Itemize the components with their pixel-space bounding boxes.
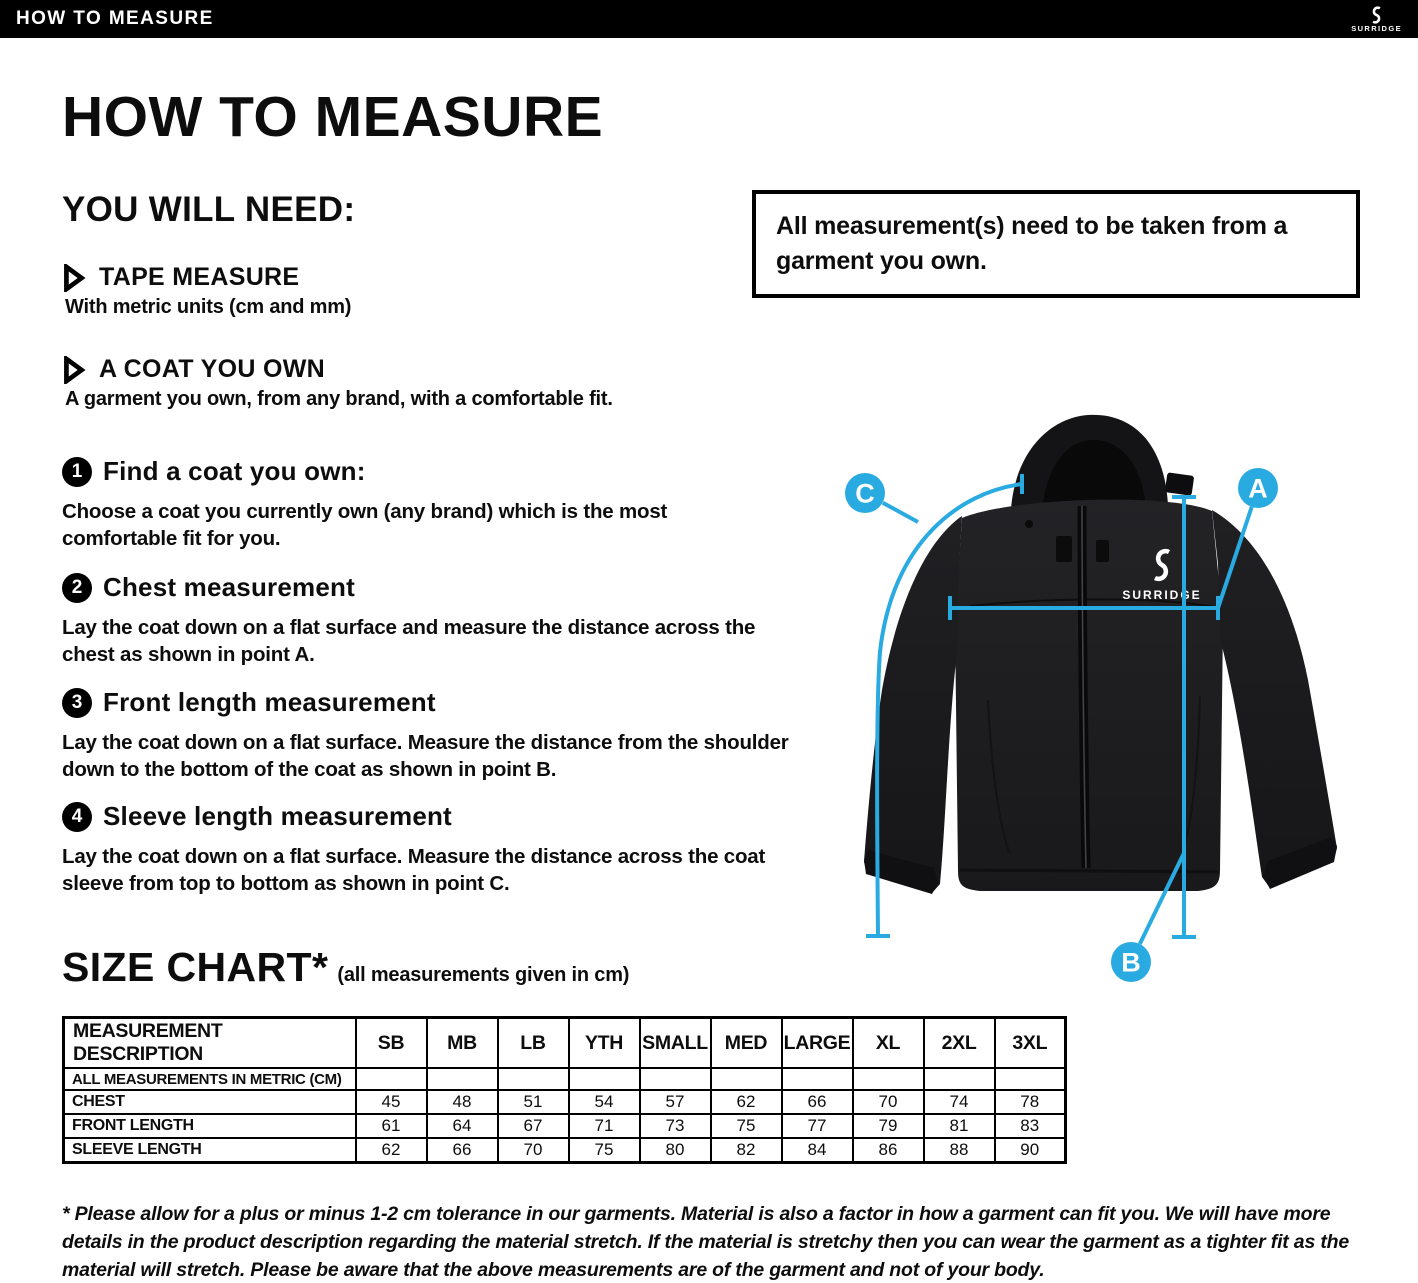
column-header: 2XL	[924, 1018, 995, 1069]
step-title: Chest measurement	[103, 572, 355, 602]
step-title: Sleeve length measurement	[103, 801, 452, 831]
measurement-value: 83	[995, 1114, 1066, 1138]
size-chart-title: SIZE CHART*	[62, 944, 329, 990]
measurement-value: 88	[924, 1138, 995, 1163]
measurement-value: 86	[853, 1138, 924, 1163]
jacket-logo-text: SURRIDGE	[1122, 588, 1202, 602]
measurement-value: 57	[640, 1090, 711, 1114]
point-b-label: B	[1121, 947, 1141, 978]
step-item	[62, 456, 707, 553]
step-header	[62, 572, 767, 603]
measurement-value	[853, 1068, 924, 1090]
measurement-value: 62	[356, 1138, 427, 1163]
measurement-value: 80	[640, 1138, 711, 1163]
step-item	[62, 572, 767, 669]
step-number-badge: 4	[62, 802, 92, 832]
measurement-value: 75	[569, 1138, 640, 1163]
you-will-need-item-label: TAPE MEASURE	[99, 263, 300, 291]
column-header: SMALL	[640, 1018, 711, 1069]
measurement-value	[711, 1068, 782, 1090]
column-header: MEASUREMENT DESCRIPTION	[64, 1018, 356, 1069]
measurement-value: 45	[356, 1090, 427, 1114]
row-label: CHEST	[64, 1090, 356, 1114]
measurement-value	[498, 1068, 569, 1090]
step-description: Choose a coat you currently own (any brand) which is the most comfortable fit for you.	[62, 500, 668, 551]
column-header: MED	[711, 1018, 782, 1069]
measurement-value: 84	[782, 1138, 853, 1163]
column-header: MB	[427, 1018, 498, 1069]
step-item	[62, 687, 842, 784]
top-bar	[0, 0, 1418, 38]
disclaimer-text: * Please allow for a plus or minus 1-2 cm tolerance in our garments. Material is also a factor in how a garment can fit you. We will have more details in the product description regarding the material stretch. If the material is stretchy then you can wear the garment as a tighter fit as the material will stretch. Please be aware that the above measurements are of the garment and not of your body.	[62, 1203, 1349, 1282]
jacket-diagram	[820, 400, 1400, 1000]
step-header	[62, 687, 842, 718]
measurement-value: 70	[853, 1090, 924, 1114]
column-header: XL	[853, 1018, 924, 1069]
measurement-value: 61	[356, 1114, 427, 1138]
measurement-value	[569, 1068, 640, 1090]
size-chart-heading	[62, 944, 629, 991]
column-header: 3XL	[995, 1018, 1066, 1069]
note-box	[752, 190, 1360, 298]
measurement-value: 90	[995, 1138, 1066, 1163]
step-number-badge: 2	[62, 573, 92, 603]
measurement-value: 51	[498, 1090, 569, 1114]
measurement-value: 66	[782, 1090, 853, 1114]
you-will-need-item-description: With metric units (cm and mm)	[65, 296, 352, 318]
measurement-value: 66	[427, 1138, 498, 1163]
step-header	[62, 456, 707, 487]
measurement-value	[427, 1068, 498, 1090]
row-label: ALL MEASUREMENTS IN METRIC (CM)	[64, 1068, 356, 1090]
column-header: SB	[356, 1018, 427, 1069]
table-row	[64, 1114, 1066, 1138]
measurement-value: 48	[427, 1090, 498, 1114]
surridge-s-icon	[1369, 6, 1384, 24]
table-row	[64, 1090, 1066, 1114]
measurement-value: 73	[640, 1114, 711, 1138]
table-row	[64, 1138, 1066, 1163]
step-header	[62, 801, 767, 832]
size-chart-table	[62, 1016, 1067, 1164]
measurement-value: 64	[427, 1114, 498, 1138]
measurement-value: 54	[569, 1090, 640, 1114]
measurement-value	[924, 1068, 995, 1090]
row-label: SLEEVE LENGTH	[64, 1138, 356, 1163]
step-title: Find a coat you own:	[103, 456, 366, 486]
table-row	[64, 1068, 1066, 1090]
you-will-need-item-head	[62, 355, 613, 384]
measurement-value	[356, 1068, 427, 1090]
point-c-connector	[883, 503, 918, 522]
you-will-need-item-description: A garment you own, from any brand, with a comfortable fit.	[65, 388, 613, 410]
page-title: HOW TO MEASURE	[62, 85, 604, 149]
top-bar-title: HOW TO MEASURE	[16, 8, 214, 29]
surridge-logo	[1351, 6, 1402, 33]
measurement-value: 74	[924, 1090, 995, 1114]
you-will-need-heading: YOU WILL NEED:	[62, 190, 356, 229]
step-description: Lay the coat down on a flat surface. Measure the distance across the coat sleeve from top to bottom as shown in point C.	[62, 845, 766, 896]
step-description: Lay the coat down on a flat surface and measure the distance across the chest as shown in point A.	[62, 616, 756, 667]
you-will-need-item-label: A COAT YOU OWN	[99, 355, 325, 383]
measurement-value: 78	[995, 1090, 1066, 1114]
point-c-label: C	[855, 478, 875, 509]
measurement-value	[782, 1068, 853, 1090]
surridge-logo-text: SURRIDGE	[1351, 23, 1402, 33]
measurement-value: 82	[711, 1138, 782, 1163]
measurement-value: 81	[924, 1114, 995, 1138]
measurement-value	[995, 1068, 1066, 1090]
column-header: LB	[498, 1018, 569, 1069]
measurement-value: 71	[569, 1114, 640, 1138]
measurement-value: 70	[498, 1138, 569, 1163]
column-header: YTH	[569, 1018, 640, 1069]
row-label: FRONT LENGTH	[64, 1114, 356, 1138]
you-will-need-item-head	[62, 263, 351, 292]
step-description: Lay the coat down on a flat surface. Measure the distance from the shoulder down to the bottom of the coat as shown in point B.	[62, 731, 789, 782]
measurement-value: 77	[782, 1114, 853, 1138]
measurement-value	[640, 1068, 711, 1090]
point-a-label: A	[1248, 473, 1268, 504]
step-title: Front length measurement	[103, 687, 436, 717]
you-will-need-item	[62, 263, 351, 319]
triangle-bullet-icon	[62, 264, 86, 292]
note-box-text: All measurement(s) need to be taken from a garment you own.	[776, 211, 1288, 275]
table-header-row	[64, 1018, 1066, 1069]
size-chart-subtitle: (all measurements given in cm)	[337, 964, 630, 986]
jacket-illustration	[820, 400, 1400, 1000]
measurement-value: 62	[711, 1090, 782, 1114]
step-number-badge: 1	[62, 457, 92, 487]
measurement-value: 79	[853, 1114, 924, 1138]
measurement-value: 75	[711, 1114, 782, 1138]
triangle-bullet-icon	[62, 356, 86, 384]
step-item	[62, 801, 767, 898]
measurement-value: 67	[498, 1114, 569, 1138]
column-header: LARGE	[782, 1018, 853, 1069]
step-number-badge: 3	[62, 688, 92, 718]
you-will-need-item	[62, 355, 613, 411]
